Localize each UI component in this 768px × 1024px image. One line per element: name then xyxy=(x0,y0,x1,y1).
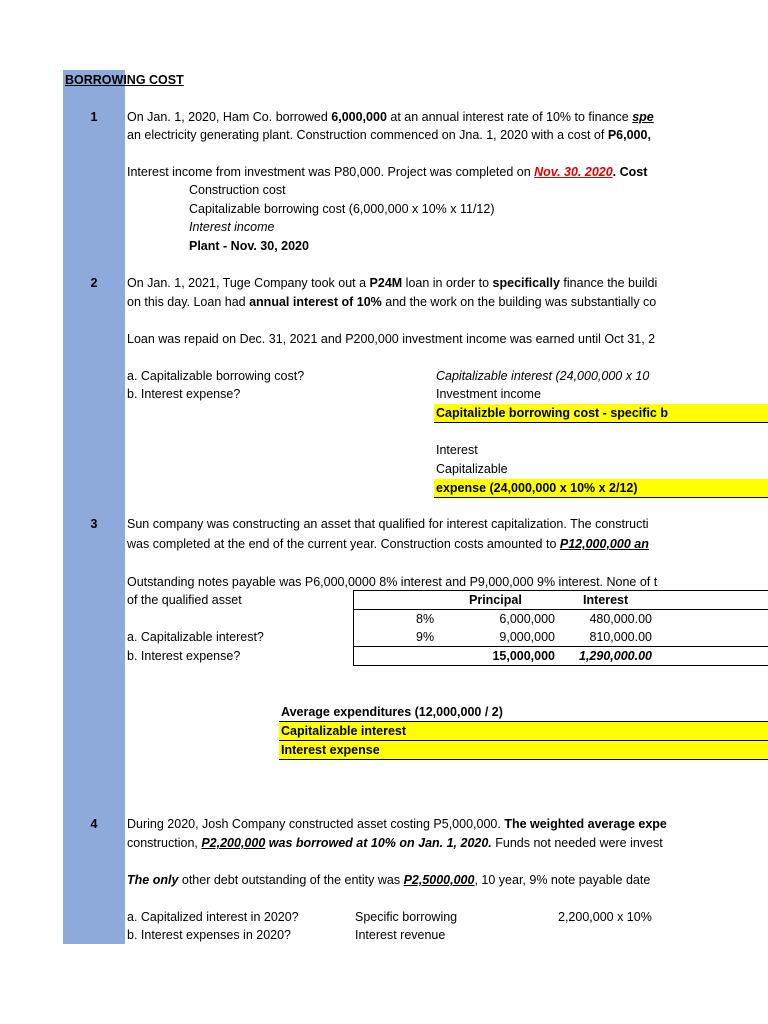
p3-row1-principal[interactable]: 6,000,000 xyxy=(499,612,555,626)
p4-line2[interactable]: construction, P2,200,000 was borrowed at 10% on Jan. 1, 2020. Funds not needed were invest xyxy=(127,836,663,850)
p2-expense-formula[interactable]: expense (24,000,000 x 10% x 2/12) xyxy=(436,481,638,495)
p3-header-interest[interactable]: Interest xyxy=(583,593,629,607)
p4-interest-revenue[interactable]: Interest revenue xyxy=(355,928,446,942)
p4-line3[interactable]: The only other debt outstanding of the entity was P2,5000,000, 10 year, 9% note payable date xyxy=(127,873,651,887)
sheet-heading[interactable]: BORROWING COST xyxy=(65,73,184,87)
problem-number-3[interactable]: 3 xyxy=(90,517,98,531)
problem-number-4[interactable]: 4 xyxy=(90,817,98,831)
p2-question-a[interactable]: a. Capitalizable borrowing cost? xyxy=(127,369,305,383)
p3-table-left-border xyxy=(353,590,354,665)
problem-number-1[interactable]: 1 xyxy=(90,110,98,124)
p3-table-top-border xyxy=(353,590,768,591)
p3-row2-interest[interactable]: 810,000.00 xyxy=(589,630,652,644)
p1-line2[interactable]: an electricity generating plant. Construction commenced on Jna. 1, 2020 with a cost of P6,000, xyxy=(127,128,651,142)
p3-line3[interactable]: Outstanding notes payable was P6,000,0000 8% interest and P9,000,000 9% interest. None of t xyxy=(127,575,658,589)
p3-line1[interactable]: Sun company was constructing an asset that qualified for interest capitalization. The constructi xyxy=(127,517,649,531)
p1-item-plant[interactable]: Plant - Nov. 30, 2020 xyxy=(189,239,309,253)
p3-line4[interactable]: of the qualified asset xyxy=(127,593,242,607)
p3-row2-rate[interactable]: 9% xyxy=(416,630,435,644)
p3-average-expenditures[interactable]: Average expenditures (12,000,000 / 2) xyxy=(281,705,503,719)
p3-exp-underline xyxy=(279,759,768,760)
number-column-fill xyxy=(63,70,125,944)
p3-line2[interactable]: was completed at the end of the current year. Construction costs amounted to P12,000,000 an xyxy=(127,537,649,551)
p3-total-interest[interactable]: 1,290,000.00 xyxy=(579,649,652,663)
p1-line1[interactable]: On Jan. 1, 2020, Ham Co. borrowed 6,000,000 at an annual interest rate of 10% to finance spe xyxy=(127,110,654,124)
p4-question-a[interactable]: a. Capitalized interest in 2020? xyxy=(127,910,299,924)
p2-capitalizable-label[interactable]: Capitalizable xyxy=(436,462,508,476)
p3-table-bottom-border xyxy=(353,665,768,666)
p1-line3[interactable]: Interest income from investment was P80,000. Project was completed on Nov. 30. 2020. Cost xyxy=(127,165,648,179)
p3-row1-interest[interactable]: 480,000.00 xyxy=(589,612,652,626)
p2-cap-underline xyxy=(434,422,768,423)
p3-interest-expense[interactable]: Interest expense xyxy=(281,743,380,757)
p1-item-interest-income[interactable]: Interest income xyxy=(189,220,275,234)
p2-line1[interactable]: On Jan. 1, 2021, Tuge Company took out a P24M loan in order to specifically finance the buildi xyxy=(127,276,658,290)
p4-question-b[interactable]: b. Interest expenses in 2020? xyxy=(127,928,292,942)
p2-investment-income[interactable]: Investment income xyxy=(436,387,541,401)
p4-specific-borrowing[interactable]: Specific borrowing xyxy=(355,910,458,924)
p3-capitalizable-interest[interactable]: Capitalizable interest xyxy=(281,724,407,738)
p2-line3[interactable]: Loan was repaid on Dec. 31, 2021 and P200,000 investment income was earned until Oct 31, 2 xyxy=(127,332,656,346)
p3-header-underline xyxy=(353,609,768,610)
p3-header-principal[interactable]: Principal xyxy=(469,593,522,607)
p3-total-principal[interactable]: 15,000,000 xyxy=(492,649,555,663)
p2-line2[interactable]: on this day. Loan had annual interest of 10% and the work on the building was substantially co xyxy=(127,295,657,309)
p2-capitalizable-interest[interactable]: Capitalizable interest (24,000,000 x 10 xyxy=(436,369,650,383)
p3-question-b[interactable]: b. Interest expense? xyxy=(127,649,241,663)
p1-item-capitalizable-cost[interactable]: Capitalizable borrowing cost (6,000,000 x 10% x 11/12) xyxy=(189,202,495,216)
p4-line1[interactable]: During 2020, Josh Company constructed asset costing P5,000,000. The weighted average expe xyxy=(127,817,667,831)
problem-number-2[interactable]: 2 xyxy=(90,276,98,290)
p4-specific-formula[interactable]: 2,200,000 x 10% xyxy=(558,910,652,924)
p2-expense-underline xyxy=(434,497,768,498)
p3-row1-rate[interactable]: 8% xyxy=(416,612,435,626)
p1-item-construction-cost[interactable]: Construction cost xyxy=(189,183,286,197)
p2-interest-label[interactable]: Interest xyxy=(436,443,478,457)
p3-row2-principal[interactable]: 9,000,000 xyxy=(499,630,555,644)
p2-capitalizable-borrowing-cost[interactable]: Capitalizble borrowing cost - specific b xyxy=(436,406,668,420)
p3-question-a[interactable]: a. Capitalizable interest? xyxy=(127,630,264,644)
p3-total-rule xyxy=(353,646,768,647)
p2-question-b[interactable]: b. Interest expense? xyxy=(127,387,241,401)
